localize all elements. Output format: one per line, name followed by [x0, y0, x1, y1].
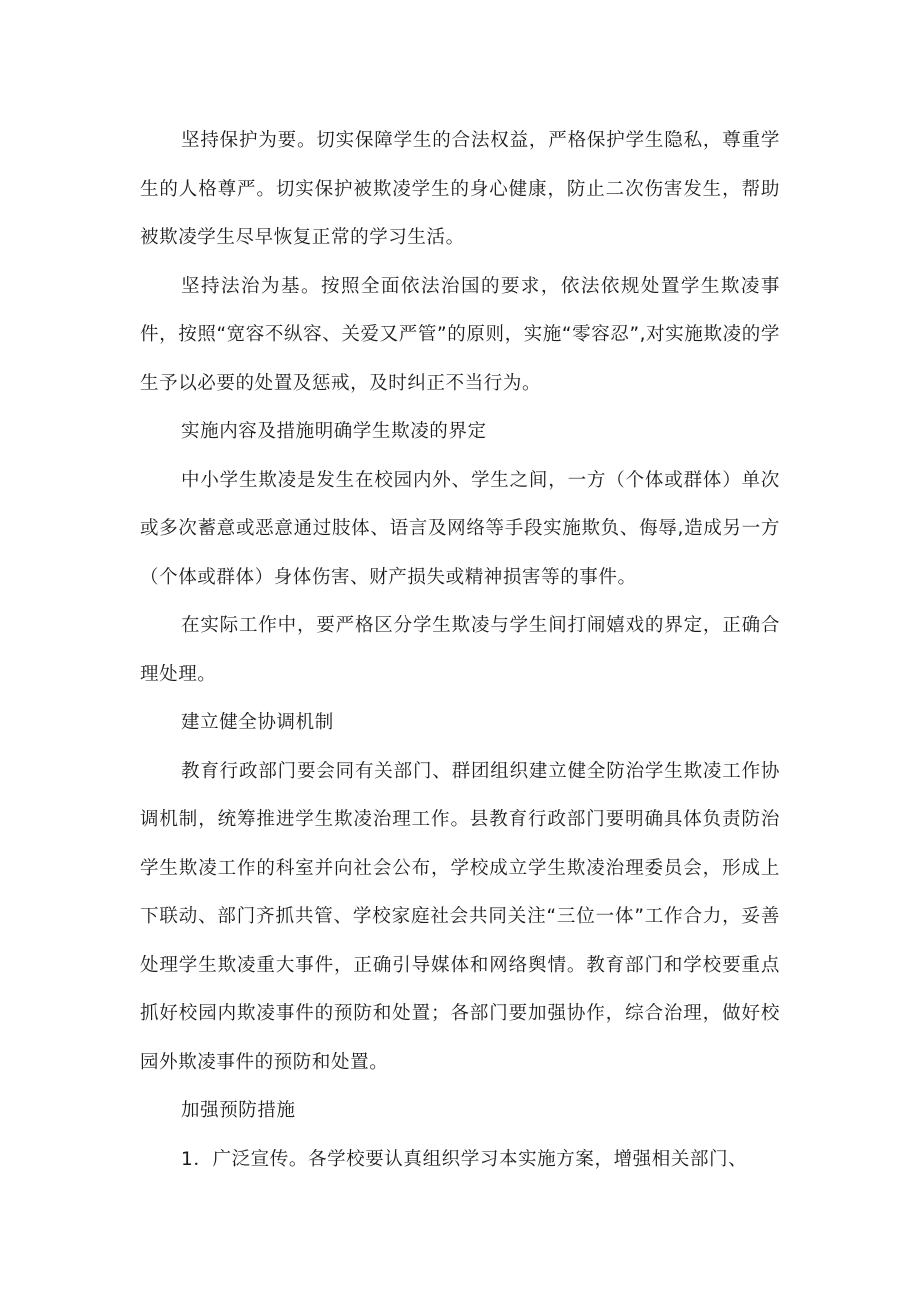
paragraph-bullying-definition: 中小学生欺凌是发生在校园内外、学生之间，一方（个体或群体）单次或多次蓄意或恶意通过肢体、语言及网络等手段实施欺负、侮辱,造成另一方（个体或群体）身体伤害、财产损失或精神损害等的事件。	[140, 469, 780, 588]
paragraph-distinguish-bullying: 在实际工作中，要严格区分学生欺凌与学生间打闹嬉戏的界定，正确合理处理。	[140, 615, 780, 685]
paragraph-coordination-mechanism: 教育行政部门要会同有关部门、群团组织建立健全防治学生欺凌工作协调机制，统筹推进学生欺凌治理工作。县教育行政部门要明确具体负责防治学生欺凌工作的科室并向社会公布，学校成立学生欺凌治理委员会，形成上下联动、部门齐抓共管、学校家庭社会共同关注“三位一体”工作合力，妥善处理学生欺凌重大事件，正确引导媒体和网络舆情。教育部门和学校要重点抓好校园内欺凌事件的预防和处置；各部门要加强协作，综合治理，做好校园外欺凌事件的预防和处置。	[140, 760, 780, 1073]
heading-bullying-definition: 实施内容及措施明确学生欺凌的界定	[181, 421, 487, 442]
heading-coordination-mechanism: 建立健全协调机制	[181, 712, 334, 733]
heading-prevention-measures: 加强预防措施	[181, 1100, 296, 1121]
paragraph-rule-of-law: 坚持法治为基。按照全面依法治国的要求，依法依规处置学生欺凌事件，按照“宽容不纵容、关爱又严管”的原则，实施“零容忍”,对实施欺凌的学生予以必要的处置及惩戒，及时纠正不当行为。	[140, 275, 780, 394]
paragraph-protection: 坚持保护为要。切实保障学生的合法权益，严格保护学生隐私，尊重学生的人格尊严。切实保护被欺凌学生的身心健康，防止二次伤害发生，帮助被欺凌学生尽早恢复正常的学习生活。	[140, 130, 780, 248]
paragraph-publicity: 1．广泛宣传。各学校要认真组织学习本实施方案，增强相关部门、	[181, 1148, 748, 1170]
document-body	[140, 117, 780, 1184]
